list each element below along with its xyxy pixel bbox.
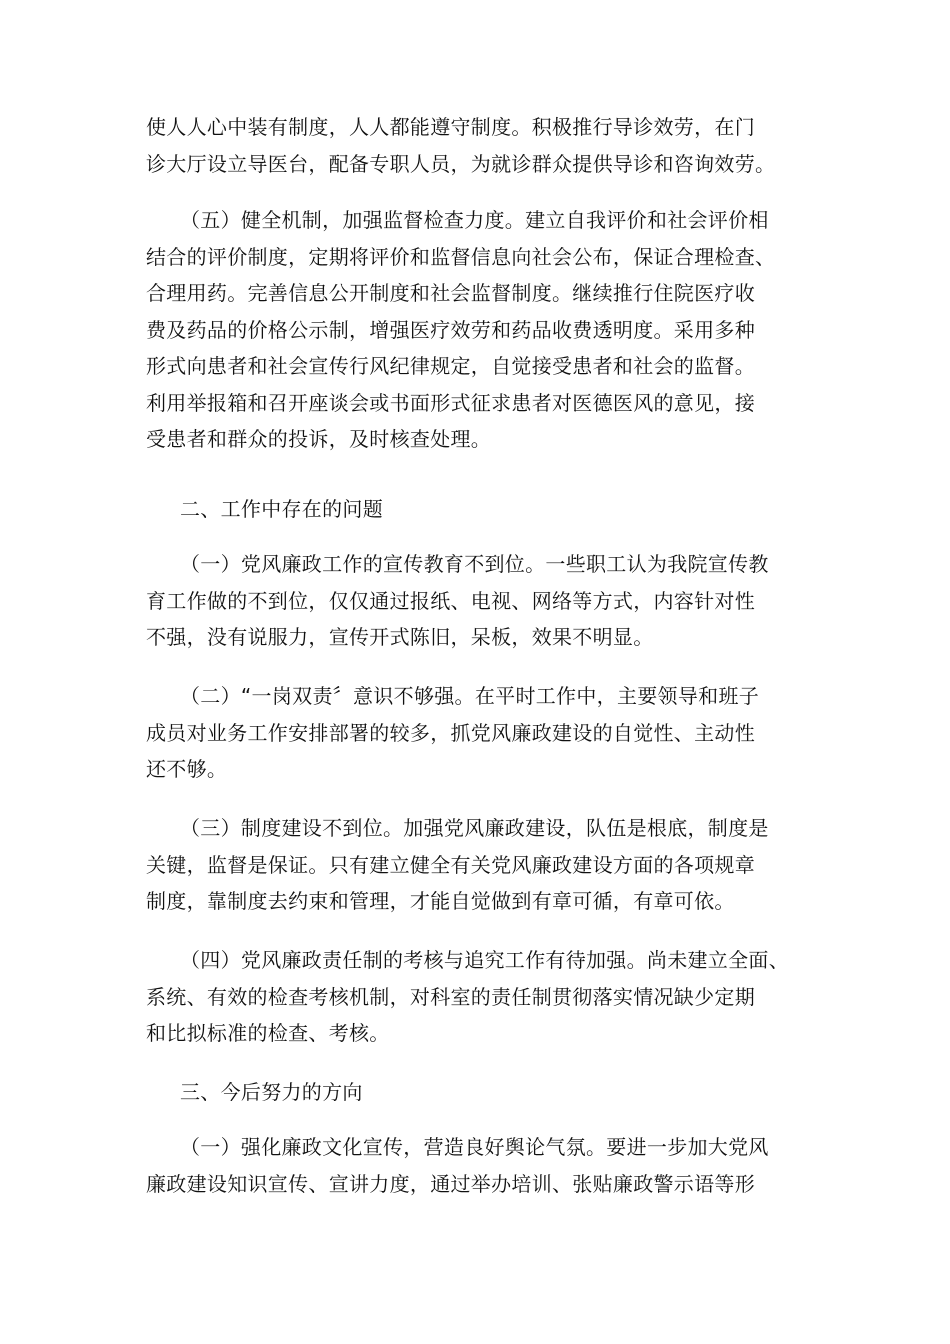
text-line: 还不够。 xyxy=(146,757,228,781)
text-line: 形式向患者和社会宣传行风纪律规定，自觉接受患者和社会的监督。 xyxy=(146,354,755,378)
text-line: （一）强化廉政文化宣传，营造良好舆论气氛。要进一步加大党风 xyxy=(180,1135,769,1159)
paragraph-problem-one xyxy=(146,546,812,656)
text-line: 系统、有效的检查考核机制，对科室的责任制贯彻落实情况缺少定期 xyxy=(146,984,755,1009)
text-line: 费及药品的价格公示制，增强医疗效劳和药品收费透明度。采用多种 xyxy=(146,317,755,342)
text-line: 结合的评价制度，定期将评价和监督信息向社会公布，保证合理检查、 xyxy=(146,244,776,269)
section-heading-problems: 二、工作中存在的问题 xyxy=(180,497,383,521)
text-line: （五）健全机制，加强监督检查力度。建立自我评价和社会评价相 xyxy=(180,208,769,232)
paragraph-problem-four xyxy=(146,942,812,1052)
text-line: （四）党风廉政责任制的考核与追究工作有待加强。尚未建立全面、 xyxy=(180,948,789,972)
paragraph-continuation xyxy=(146,109,812,182)
text-line: 合理用药。完善信息公开制度和社会监督制度。继续推行住院医疗收 xyxy=(146,281,755,305)
text-line: 诊大厅设立导医台，配备专职人员，为就诊群众提供导诊和咨询效劳。 xyxy=(146,151,776,176)
paragraph-problem-three xyxy=(146,810,812,920)
text-line: 不强，没有说服力，宣传开式陈旧，呆板，效果不明显。 xyxy=(146,625,654,649)
text-line: 和比拟标准的检查、考核。 xyxy=(146,1021,390,1045)
paragraph-direction-one xyxy=(146,1129,812,1202)
text-line: 育工作做的不到位，仅仅通过报纸、电视、网络等方式，内容针对性 xyxy=(146,588,755,613)
text-line: 廉政建设知识宣传、宣讲力度，通过举办培训、张贴廉政警示语等形 xyxy=(146,1171,755,1196)
text-line: （三）制度建设不到位。加强党风廉政建设，队伍是根底，制度是 xyxy=(180,816,769,840)
text-line: 成员对业务工作安排部署的较多，抓党风廉政建设的自觉性、主动性 xyxy=(146,720,755,745)
text-line: （一）党风廉政工作的宣传教育不到位。一些职工认为我院宣传教 xyxy=(180,552,769,576)
text-line: （二）“一岗双责〞意识不够强。在平时工作中，主要领导和班子 xyxy=(180,684,760,708)
paragraph-problem-two xyxy=(146,678,812,788)
section-heading-directions: 三、今后努力的方向 xyxy=(180,1080,363,1104)
text-line: 使人人心中装有制度，人人都能遵守制度。积极推行导诊效劳，在门 xyxy=(146,115,755,139)
text-line: 受患者和群众的投诉，及时核查处理。 xyxy=(146,427,492,451)
text-line: 关键，监督是保证。只有建立健全有关党风廉政建设方面的各项规章 xyxy=(146,852,755,877)
text-line: 制度，靠制度去约束和管理，才能自觉做到有章可循，有章可依。 xyxy=(146,889,735,913)
text-line: 利用举报箱和召开座谈会或书面形式征求患者对医德医风的意见，接 xyxy=(146,390,755,415)
paragraph-five xyxy=(146,202,812,458)
